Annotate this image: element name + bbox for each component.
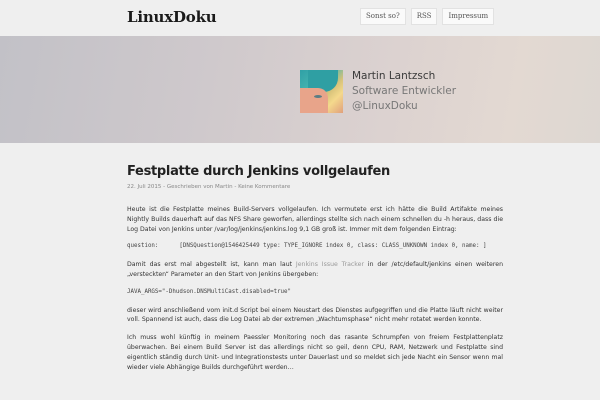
avatar-eye	[314, 95, 322, 98]
code-snippet-java-args: JAVA_ARGS="-Dhudson.DNSMultiCast.disabled=true"	[127, 288, 292, 295]
post-title[interactable]: Festplatte durch Jenkins vollgelaufen	[127, 164, 390, 179]
paragraph-2	[127, 260, 503, 280]
paragraph-3: dieser wird anschließend vom init.d Script bei einem Neustart des Dienstes aufgegriffen und die Platte läuft nicht weiter voll. Spannend ist auch, dass die Log Datei ab der extremen „Wachtumsphase“ nicht mehr rotatet werden konnte.	[127, 306, 503, 324]
avatar-face	[300, 88, 328, 113]
main-nav	[360, 8, 600, 25]
code-snippet-dns-question: question: [DNSQuestion@1546425449 type: TYPE_IGNORE index 0, class: CLASS_UNKNOWN index 0, name: ]	[127, 243, 487, 250]
avatar	[300, 70, 343, 113]
author-handle[interactable]: @LinuxDoku	[352, 100, 418, 112]
paragraph-2-start: Damit das erst mal abgestellt ist, kann man laut	[127, 261, 296, 269]
post-body	[127, 205, 503, 372]
site-logo[interactable]: LinuxDoku	[127, 8, 217, 26]
nav-rss[interactable]: RSS	[411, 8, 438, 25]
paragraph-1: Heute ist die Festplatte meines Build-Servers vollgelaufen. Ich vermutete erst ich hätte die Build Artifakte meines Nightly Builds dauerhaft auf das NFS Share geworfen, allerdings stellte sich nach einem schnellen du -h heraus, dass die Log Datei von Jenkins unter /var/log/jenkins/jenkins.log 9,1 GB groß ist. Immer mit dem folgenden Eintrag:	[127, 206, 503, 233]
nav-sonst-so[interactable]: Sonst so?	[360, 8, 406, 25]
author-profile	[352, 69, 456, 114]
nav-impressum[interactable]: Impressum	[442, 8, 494, 25]
site-header	[0, 0, 600, 36]
jenkins-issue-tracker-link[interactable]: Jenkins Issue Tracker	[295, 261, 364, 269]
author-hero	[0, 36, 600, 143]
author-name: Martin Lantzsch	[352, 70, 436, 82]
blog-post	[127, 164, 503, 380]
paragraph-4: Ich muss wohl künftig in meinem Paessler Monitoring noch das rasante Schrumpfen von freiem Festplattenplatz überwachen. Bei einem Build Server ist das allerdings nicht so geil, denn CPU, RAM, Netzwerk und Festplatte sind eigentlich ständig durch Unit- und Integrationstests unter Dauerlast und so meldet sich jede Nacht ein Sensor wenn mal wieder viele Abhängige Builds durchgeführt werden…	[127, 334, 503, 371]
paragraph-2-end: in der /etc/default/jenkins einen weiteren „versteckten“ Parameter an den Start von Jenkins übergeben:	[127, 261, 503, 278]
post-meta: 22. Juli 2015 - Geschrieben von Martin - Keine Kommentare	[127, 184, 291, 190]
author-role: Software Entwickler	[352, 85, 457, 97]
